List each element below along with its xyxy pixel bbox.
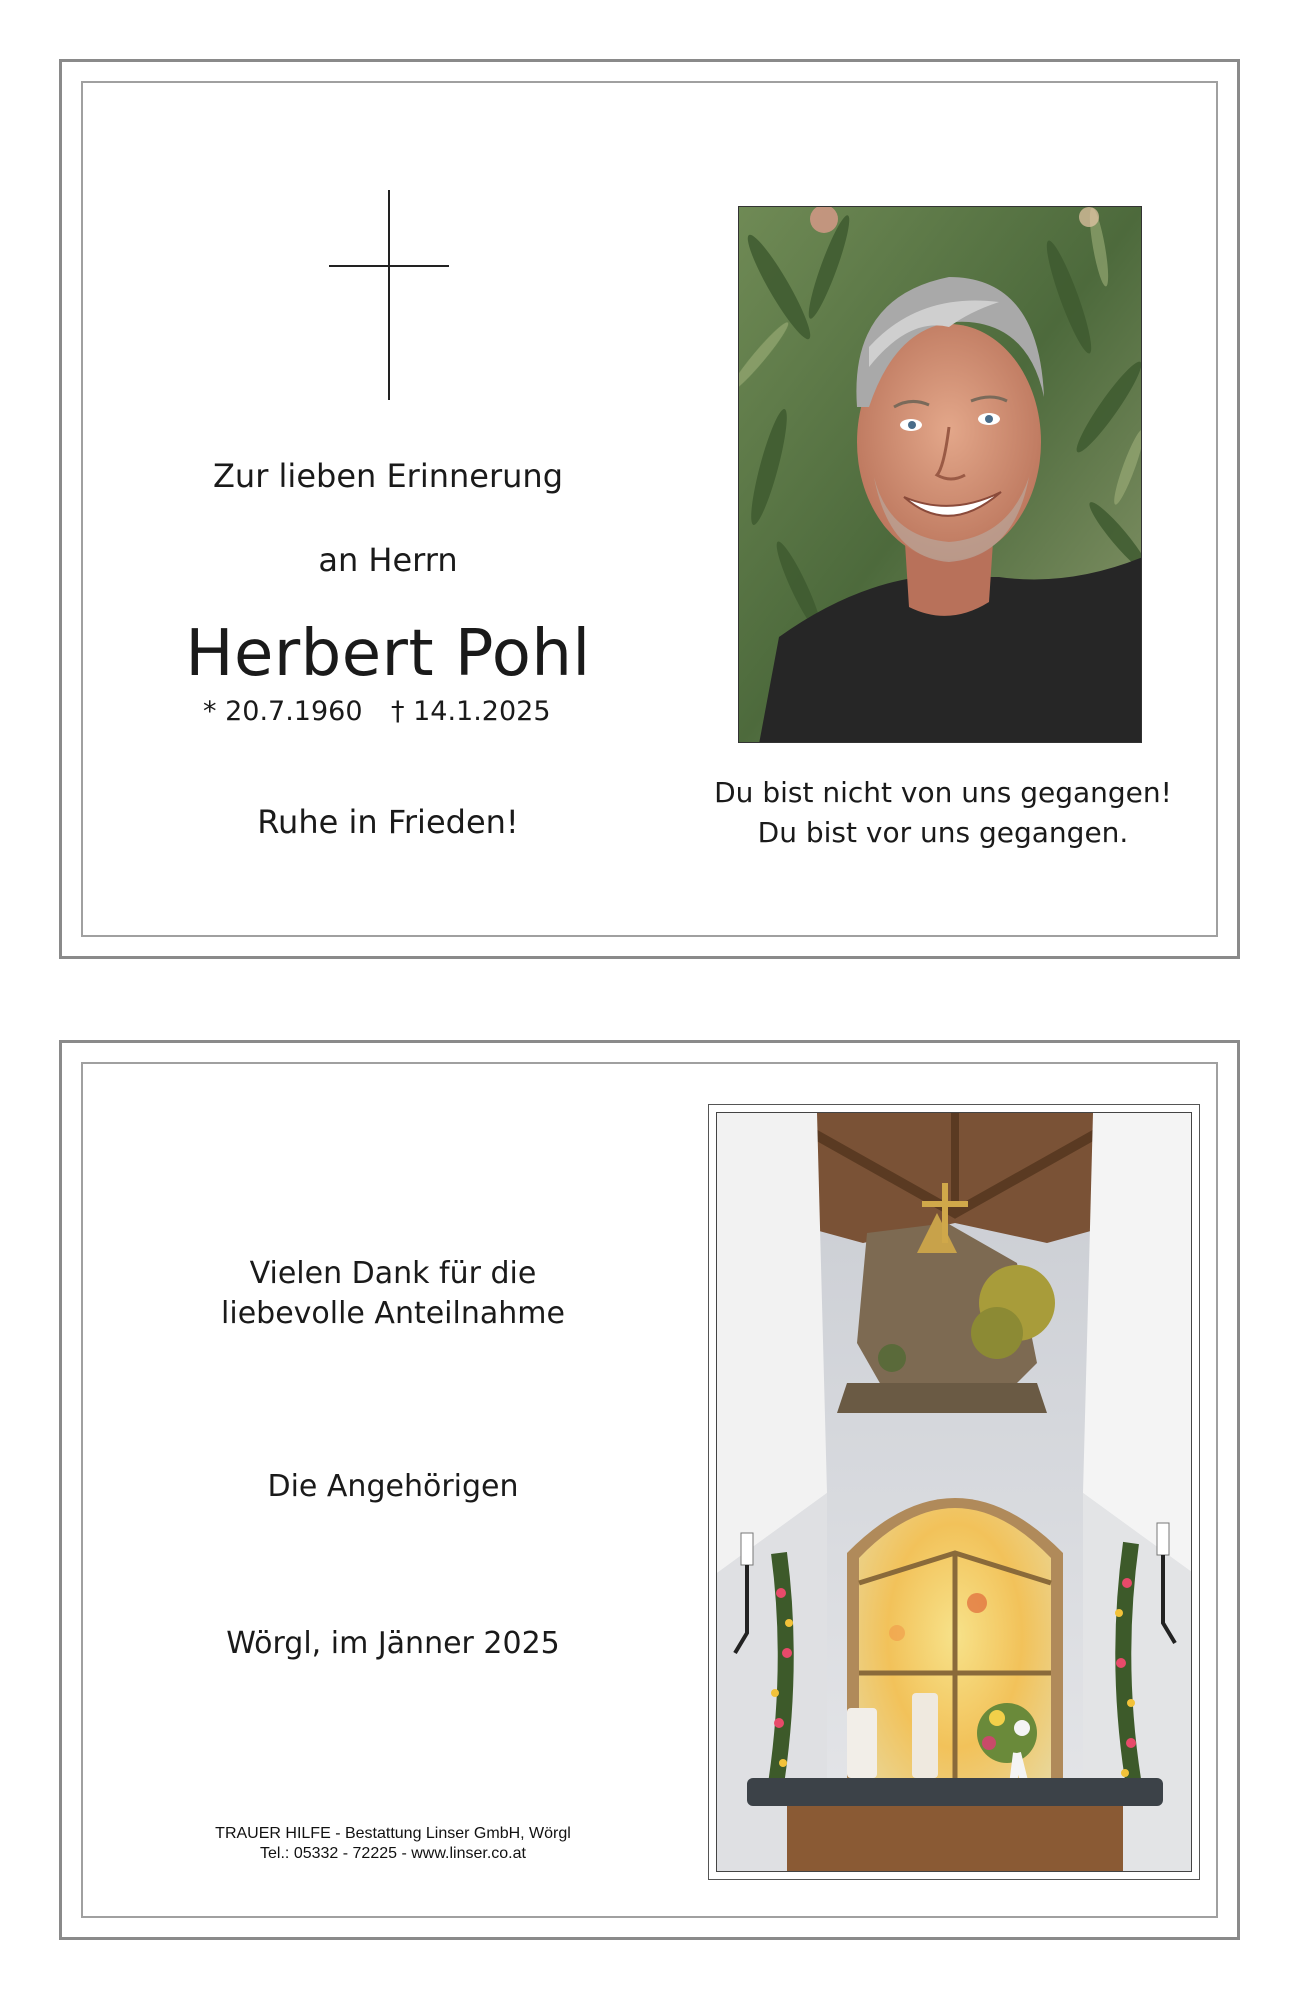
salutation: an Herrn xyxy=(318,541,458,579)
farewell-text: Ruhe in Frieden! xyxy=(257,803,519,841)
obituary-card-front xyxy=(59,59,1240,959)
birth-date: * 20.7.1960 xyxy=(203,696,363,727)
thanks-line-2: liebevolle Anteilnahme xyxy=(221,1296,565,1331)
inner-border xyxy=(81,1062,1218,1918)
family-signature: Die Angehörigen xyxy=(267,1469,519,1504)
death-date: † 14.1.2025 xyxy=(391,696,551,727)
memorial-quote xyxy=(683,773,1203,853)
obituary-card-back xyxy=(59,1040,1240,1940)
thanks-text xyxy=(143,1254,643,1334)
chapel-photo xyxy=(716,1112,1192,1872)
inner-border xyxy=(81,81,1218,937)
memorial-heading: Zur lieben Erinnerung xyxy=(213,457,563,495)
quote-line-2: Du bist vor uns gegangen. xyxy=(757,816,1129,849)
footer-line-1: TRAUER HILFE - Bestattung Linser GmbH, Wörgl xyxy=(215,1825,571,1842)
thanks-line-1: Vielen Dank für die xyxy=(249,1256,537,1291)
quote-line-1: Du bist nicht von uns gegangen! xyxy=(714,776,1172,809)
place-date: Wörgl, im Jänner 2025 xyxy=(226,1626,560,1661)
footer-line-2: Tel.: 05332 - 72225 - www.linser.co.at xyxy=(260,1845,526,1862)
portrait-photo xyxy=(738,206,1142,743)
chapel-photo-frame xyxy=(708,1104,1200,1880)
cross-icon xyxy=(329,190,449,400)
funeral-home-footer xyxy=(143,1824,643,1864)
deceased-name: Herbert Pohl xyxy=(185,617,591,691)
